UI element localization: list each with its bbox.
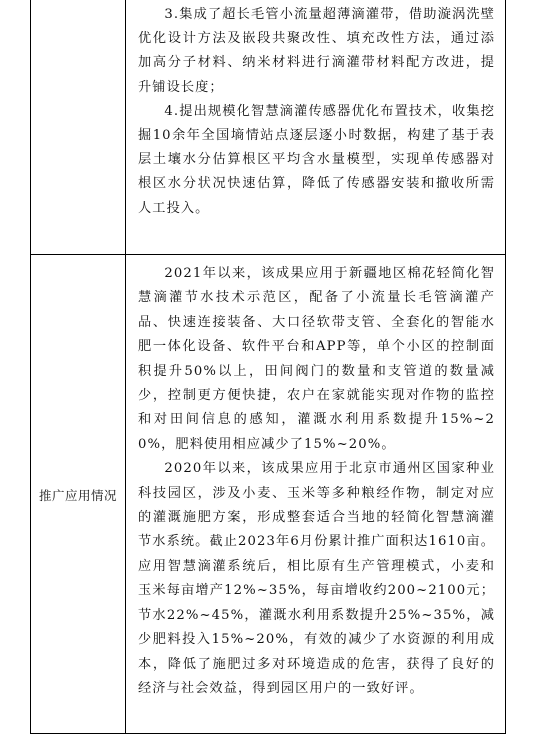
paragraph-xinjiang-application: 2021年以来，该成果应用于新疆地区棉花轻简化智慧滴灌节水技术示范区，配备了小流量长毛管滴灌产品、快速连接装备、大口径软带支管、全套化的智能水肥一体化设备、软件平台和APP等，单个小区的控制面积提升50%以上，田间阀门的数量和支管道的数量减少，控制更方便快捷，农户在家就能实现对作物的监控和对田间信息的感知，灌溉水利用系数提升15%~20%，肥料使用相应减少了15%~20%。 bbox=[138, 266, 495, 452]
row-label-cell bbox=[31, 0, 126, 254]
row-label-cell bbox=[31, 255, 126, 734]
paragraph-item-4: 4.提出规模化智慧滴灌传感器优化布置技术，收集挖掘10余年全国墒情站点逐层逐小时数据，构建了基于表层土壤水分估算根区平均含水量模型，实现单传感器对根区水分状况快速估算，降低了传感器安装和撤收所需人工投入。 bbox=[138, 103, 495, 216]
paragraph-item-3: 3.集成了超长毛管小流量超薄滴灌带，借助漩涡洗壁优化设计方法及嵌段共聚改性、填充改性方法，通过添加高分子材料、纳米材料进行滴灌带材料配方改进，提升铺设长度； bbox=[138, 7, 495, 95]
table-row-technical-content bbox=[31, 0, 505, 254]
row-label-application: 推广应用情况 bbox=[38, 487, 117, 503]
document-table bbox=[30, 0, 506, 734]
paragraph-beijing-application: 2020年以来，该成果应用于北京市通州区国家种业科技园区，涉及小麦、玉米等多种粮经作物，制定对应的灌溉施肥方案，形成整套适合当地的轻简化智慧滴灌节水系统。截止2023年6月份累计推广面积达1610亩。应用智慧滴灌系统后，相比原有生产管理模式，小麦和玉米每亩增产12%~35%，每亩增收约200~2100元；节水22%~45%，灌溉水利用系数提升25%~35%，减少肥料投入15%~20%，有效的减少了水资源的利用成本，降低了施肥过多对环境造成的危害，获得了良好的经济与社会效益，得到园区用户的一致好评。 bbox=[138, 461, 495, 696]
table-row-application bbox=[31, 254, 505, 734]
row-content-cell bbox=[126, 255, 505, 734]
row-content-cell bbox=[126, 0, 505, 254]
